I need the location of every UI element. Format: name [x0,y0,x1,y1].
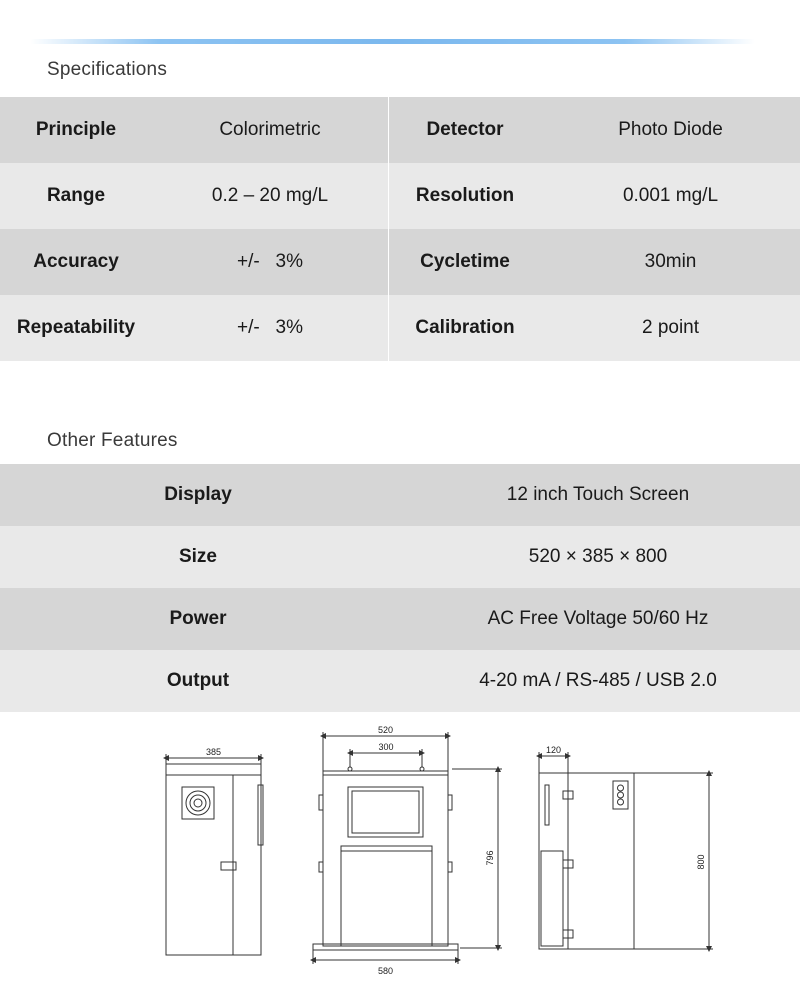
spec-label: Cycletime [388,229,541,295]
spec-row [0,295,800,361]
dimension-label: 796 [485,850,495,866]
spec-label: Detector [388,97,541,163]
spec-value: Colorimetric [219,119,321,140]
dimension-label: 385 [205,747,222,757]
features-table [0,464,800,712]
feature-label: Output [166,670,230,691]
dimension-label: 800 [696,854,706,870]
spec-value: 30min [644,251,697,272]
spec-value: 2 point [641,317,700,338]
spec-label: Principle [35,119,117,140]
feature-row [0,464,800,526]
spec-label: Calibration [388,295,541,361]
spec-value: +/- 3% [237,317,303,338]
feature-value: 12 inch Touch Screen [506,484,690,505]
feature-label: Size [178,546,218,567]
dimension-label: 580 [377,966,394,976]
dimension-label: 120 [545,745,562,755]
spec-row [0,229,800,295]
specifications-table [0,97,800,361]
spec-label: Resolution [388,163,541,229]
dimension-label: 300 [378,742,394,752]
spec-value: +/- 3% [237,251,303,272]
side-view [166,754,263,955]
features-title: Other Features [47,430,178,451]
spec-value: 0.2 – 20 mg/L [211,185,329,206]
spec-value: 0.001 mg/L [622,185,719,206]
feature-row [0,650,800,712]
feature-value: AC Free Voltage 50/60 Hz [487,608,709,629]
specifications-title: Specifications [47,59,168,80]
dimension-drawing [0,715,800,1005]
spec-value: Photo Diode [618,119,723,140]
dimension-label: 520 [377,725,394,735]
spec-label: Accuracy [33,251,119,272]
feature-label: Power [169,608,227,629]
spec-row [0,163,800,229]
spec-label: Range [46,185,106,206]
feature-value: 4-20 mA / RS-485 / USB 2.0 [479,670,717,691]
feature-row [0,526,800,588]
front-view [313,732,502,964]
feature-value: 520 × 385 × 800 [528,546,668,567]
rear-view [539,752,713,949]
feature-row [0,588,800,650]
accent-divider [30,39,755,44]
spec-row [0,97,800,163]
feature-label: Display [164,484,232,505]
spec-label: Repeatability [16,317,136,338]
